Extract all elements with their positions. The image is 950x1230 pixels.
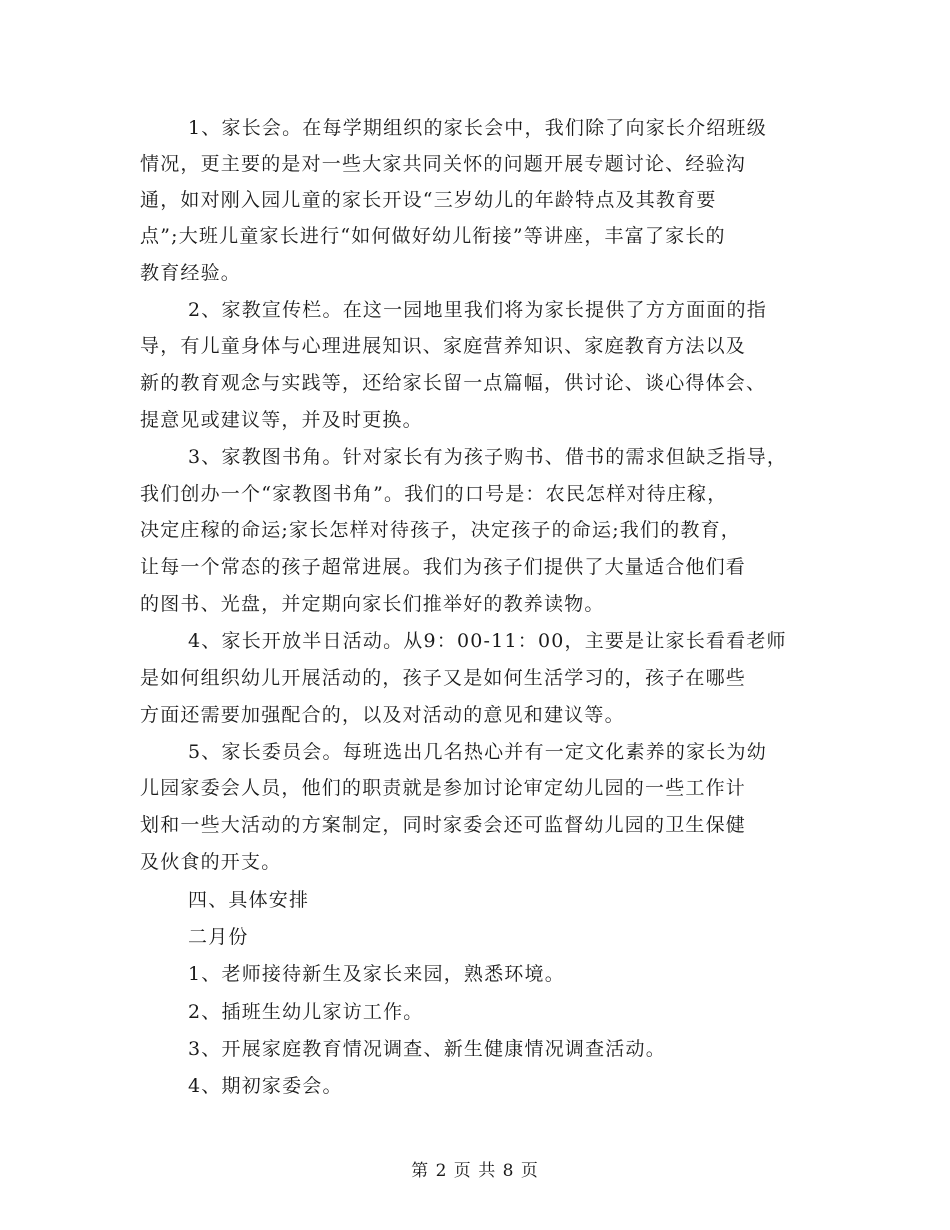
text-line: 2、家教宣传栏。在这一园地里我们将为家长提供了方方面面的指 xyxy=(188,299,767,321)
text-line: 点”;大班儿童家长进行“如何做好幼儿衔接”等讲座，丰富了家长的 xyxy=(140,225,726,247)
list-item: 3、开展家庭教育情况调查、新生健康情况调查活动。 xyxy=(188,1038,666,1060)
list-item: 1、老师接待新生及家长来园，熟悉环境。 xyxy=(188,963,565,985)
text-line: 方面还需要加强配合的，以及对活动的意见和建议等。 xyxy=(140,704,625,726)
text-line: 5、家长委员会。每班选出几名热心并有一定文化素养的家长为幼 xyxy=(188,741,767,763)
list-item: 4、期初家委会。 xyxy=(188,1075,343,1097)
text-line: 决定庄稼的命运;家长怎样对待孩子，决定孩子的命运;我们的教育， xyxy=(140,519,742,541)
text-line: 1、家长会。在每学期组织的家长会中，我们除了向家长介绍班级 xyxy=(188,117,767,139)
text-line: 通，如对刚入园儿童的家长开设“三岁幼儿的年龄特点及其教育要 xyxy=(140,189,717,211)
list-item: 2、插班生幼儿家访工作。 xyxy=(188,1001,424,1023)
text-line: 划和一些大活动的方案制定，同时家委会还可监督幼儿园的卫生保健 xyxy=(140,814,747,836)
month-heading: 二月份 xyxy=(188,926,249,948)
text-line: 3、家教图书角。针对家长有为孩子购书、借书的需求但缺乏指导， xyxy=(188,446,788,468)
page-footer: 第 2 页 共 8 页 xyxy=(411,1161,539,1181)
text-line: 我们创办一个“家教图书角”。我们的口号是：农民怎样对待庄稼， xyxy=(140,483,728,505)
text-line: 让每一个常态的孩子超常进展。我们为孩子们提供了大量适合他们看 xyxy=(140,556,747,578)
text-line: 导，有儿童身体与心理进展知识、家庭营养知识、家庭教育方法以及 xyxy=(140,335,747,357)
text-line: 提意见或建议等，并及时更换。 xyxy=(140,409,423,431)
text-line: 4、家长开放半日活动。从9：00-11：00，主要是让家长看看老师 xyxy=(188,630,787,652)
text-line: 教育经验。 xyxy=(140,262,242,284)
section-heading: 四、具体安排 xyxy=(188,889,310,911)
text-line: 的图书、光盘，并定期向家长们推举好的教养读物。 xyxy=(140,593,605,615)
text-line: 情况，更主要的是对一些大家共同关怀的问题开展专题讨论、经验沟 xyxy=(140,153,747,175)
text-line: 是如何组织幼儿开展活动的，孩子又是如何生活学习的，孩子在哪些 xyxy=(140,667,747,689)
text-line: 及伙食的开支。 xyxy=(140,851,282,873)
text-line: 新的教育观念与实践等，还给家长留一点篇幅，供讨论、谈心得体会、 xyxy=(140,372,767,394)
text-line: 儿园家委会人员，他们的职责就是参加讨论审定幼儿园的一些工作计 xyxy=(140,777,747,799)
